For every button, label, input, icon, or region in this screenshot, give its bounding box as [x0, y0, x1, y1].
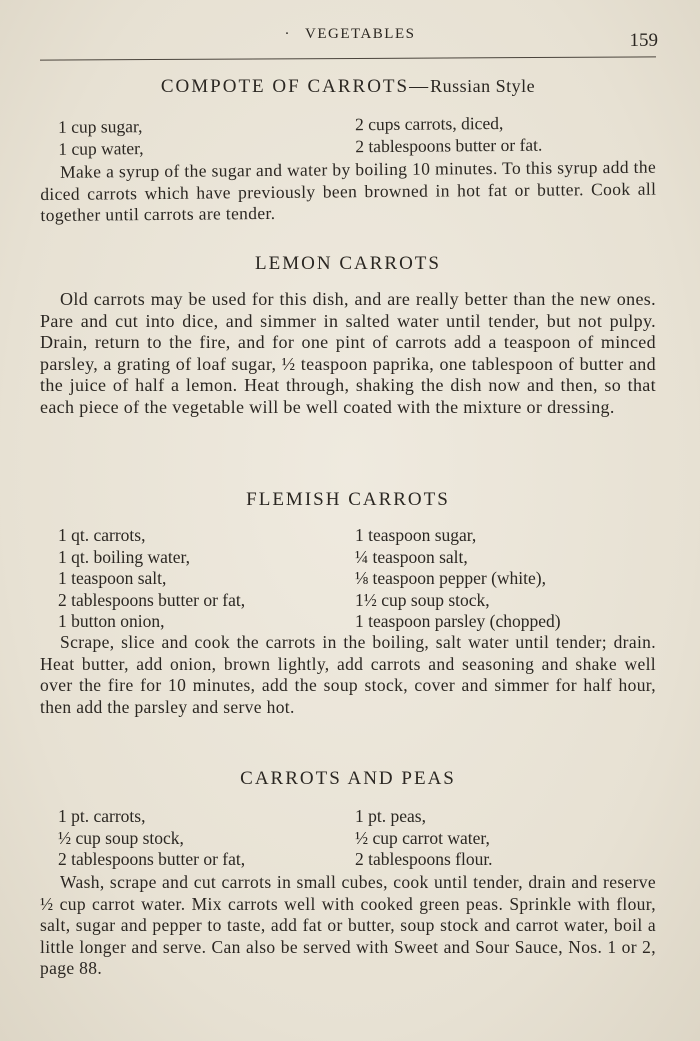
ingredient: 1 qt. carrots, [58, 525, 146, 545]
ingredient-row [40, 525, 660, 547]
ingredient: 1 cup sugar, [57, 116, 143, 137]
ingredient: 1 teaspoon sugar, [355, 525, 477, 545]
ingredient: 2 tablespoons butter or fat, [58, 849, 246, 869]
ingredient: 1 pt. carrots, [58, 806, 146, 826]
recipe-title-carrots-peas: CARROTS AND PEAS [240, 768, 456, 789]
ingredient: ½ cup soup stock, [58, 827, 184, 848]
chapter-title: VEGETABLES [305, 26, 416, 42]
recipe-subtitle: Russian Style [430, 76, 536, 96]
ingredient-row [40, 828, 660, 850]
ingredient: ⅛ teaspoon pepper (white), [355, 568, 546, 588]
directions-flemish: Scrape, slice and cook the carrots in the boiling, salt water until tender; drain. Heat butter, add onion, brown lightly, add carrots and seasoning and shake well over the fire for 10 minutes, add the soup stock, cover and simmer for half hour, then add the parsley and serve hot. [40, 632, 656, 717]
ingredient: 1½ cup soup stock, [355, 589, 490, 610]
directions-lemon: Old carrots may be used for this dish, and are really better than the new ones. Pare and cut into dice, and simmer in salted water until tender, but not pulpy. Drain, return to the fire, and for one pint of carrots add a teaspoon of minced parsley, a grating of loaf sugar, ½ teaspoon paprika, one tablespoon of butter and the juice of half a lemon. Heat through, shaking the dish now and then, so that each piece of the vegetable will be well coated with the mixture or dressing. [40, 289, 656, 417]
recipe-title-text: COMPOTE OF CARROTS— [160, 76, 431, 97]
ingredient-row [40, 590, 660, 612]
ingredient-row [40, 547, 660, 569]
ingredient: 2 tablespoons butter or fat, [58, 589, 246, 610]
ingredient-row [40, 568, 660, 590]
directions-carrots-peas: Wash, scrape and cut carrots in small cubes, cook until tender, drain and reserve ½ cup carrot water. Mix carrots well with cooked green peas. Sprinkle with flour, salt, sugar and pepper to taste, add fat or butter, soup stock and carrot water, boil a little longer and serve. Can also be served with Sweet and Sour Sauce, Nos. 1 or 2, page 88. [40, 872, 656, 978]
ingredient: 1 button onion, [58, 611, 165, 631]
ingredient: 1 pt. peas, [355, 806, 426, 826]
ingredient: 1 teaspoon salt, [58, 568, 167, 588]
ingredients-flemish [40, 525, 660, 633]
running-title [0, 26, 700, 43]
ingredient: 1 teaspoon parsley (chopped) [355, 611, 561, 631]
ingredient: 2 tablespoons flour. [355, 849, 493, 869]
ingredient-row [40, 849, 660, 871]
ingredient: 1 qt. boiling water, [58, 546, 190, 567]
header-rule [40, 56, 656, 60]
ingredient-row [40, 611, 660, 633]
ingredient: 2 cups carrots, diced, [354, 112, 504, 135]
ingredients-carrots-peas [40, 806, 660, 871]
ingredient: ½ cup carrot water, [355, 827, 490, 848]
ingredient: 2 tablespoons butter or fat. [355, 134, 543, 156]
recipe-title-lemon: LEMON CARROTS [255, 253, 441, 274]
page-number: 159 [629, 30, 658, 51]
running-head-dot: · [284, 26, 292, 42]
ingredient-row [40, 806, 660, 828]
ingredient: 1 cup water, [58, 137, 144, 159]
recipe-title-flemish: FLEMISH CARROTS [246, 489, 450, 510]
ingredient: ¼ teaspoon salt, [355, 546, 468, 567]
ingredients-compote [40, 112, 660, 160]
running-head [0, 26, 700, 52]
recipe-title-compote [40, 76, 656, 98]
ingredient-row [40, 133, 660, 160]
directions-compote: Make a syrup of the sugar and water by boiling 10 minutes. To this syrup add the diced carrots which have previously been browned in hot fat or butter. Cook all together until carrots are tender. [40, 156, 657, 225]
